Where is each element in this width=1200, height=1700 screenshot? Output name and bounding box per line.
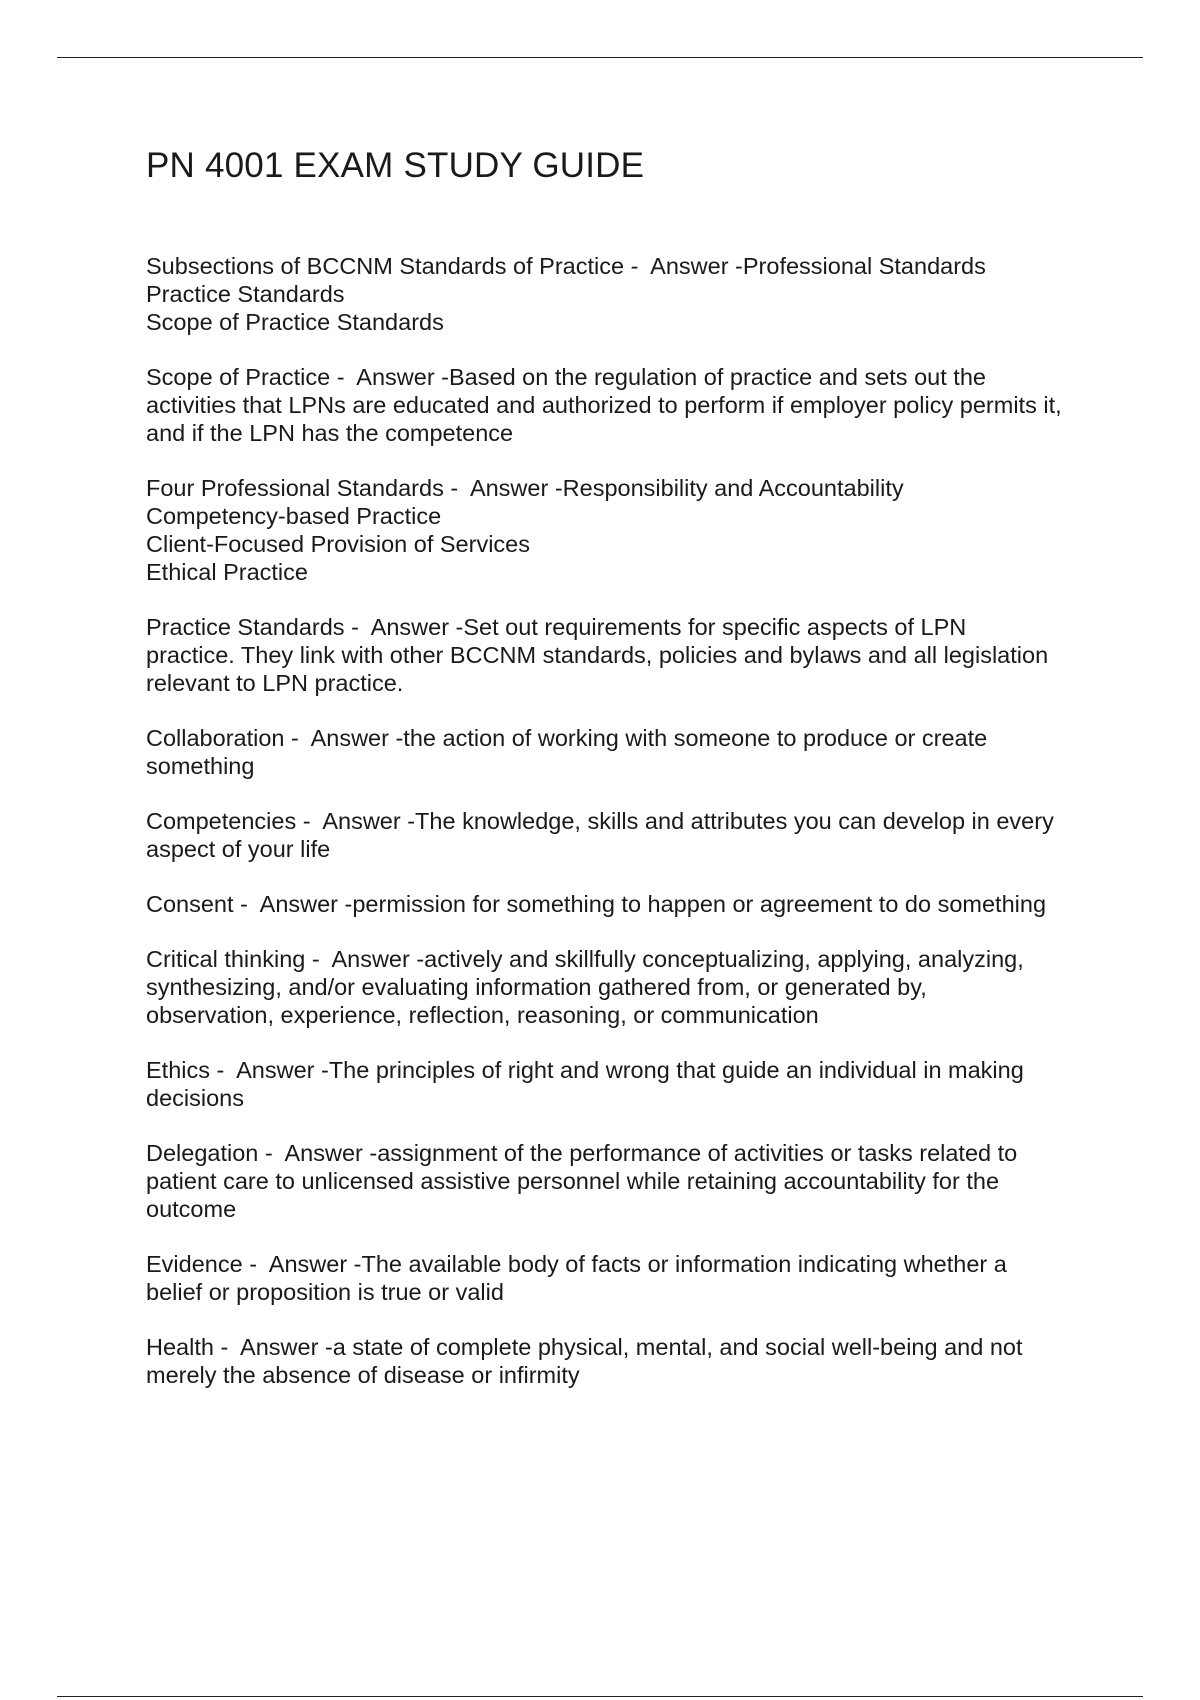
qa-line: Ethical Practice (146, 559, 308, 585)
qa-entry (146, 1250, 1106, 1306)
qa-line: Four Professional Standards - Answer -Responsibility and Accountability (146, 475, 904, 501)
qa-line: relevant to LPN practice. (146, 670, 404, 696)
qa-entry (146, 474, 1106, 586)
qa-entry (146, 252, 1106, 336)
qa-entry (146, 1139, 1106, 1223)
qa-line: Consent - Answer -permission for something to happen or agreement to do something (146, 891, 1047, 917)
qa-line: Scope of Practice - Answer -Based on the regulation of practice and sets out the (146, 364, 986, 390)
qa-entry (146, 807, 1106, 863)
qa-line: synthesizing, and/or evaluating information gathered from, or generated by, (146, 974, 927, 1000)
qa-line: Ethics - Answer -The principles of right and wrong that guide an individual in making (146, 1057, 1024, 1083)
qa-line: outcome (146, 1196, 237, 1222)
qa-entry (146, 945, 1106, 1029)
qa-entry (146, 363, 1106, 447)
qa-entry (146, 890, 1106, 918)
top-divider (57, 57, 1143, 58)
qa-line: activities that LPNs are educated and authorized to perform if employer policy permits it, (146, 392, 1062, 418)
qa-line: aspect of your life (146, 836, 331, 862)
qa-entry (146, 724, 1106, 780)
qa-line: Competency-based Practice (146, 503, 442, 529)
qa-line: belief or proposition is true or valid (146, 1279, 504, 1305)
qa-line: practice. They link with other BCCNM standards, policies and bylaws and all legislation (146, 642, 1049, 668)
qa-entry (146, 1056, 1106, 1112)
qa-line: Subsections of BCCNM Standards of Practice - Answer -Professional Standards (146, 253, 986, 279)
qa-line: Client-Focused Provision of Services (146, 531, 530, 557)
qa-line: Critical thinking - Answer -actively and skillfully conceptualizing, applying, analyzing, (146, 946, 1024, 972)
qa-line: merely the absence of disease or infirmity (146, 1362, 580, 1388)
qa-line: observation, experience, reflection, reasoning, or communication (146, 1002, 819, 1028)
qa-entry (146, 613, 1106, 697)
qa-line: decisions (146, 1085, 244, 1111)
qa-line: Delegation - Answer -assignment of the performance of activities or tasks related to (146, 1140, 1018, 1166)
page-title: PN 4001 EXAM STUDY GUIDE (146, 146, 645, 185)
qa-line: patient care to unlicensed assistive personnel while retaining accountability for the (146, 1168, 1000, 1194)
qa-line: Scope of Practice Standards (146, 309, 444, 335)
qa-line: Practice Standards (146, 281, 345, 307)
bottom-divider (57, 1696, 1143, 1697)
qa-line: Collaboration - Answer -the action of working with someone to produce or create (146, 725, 988, 751)
qa-line: something (146, 753, 255, 779)
qa-line: Health - Answer -a state of complete physical, mental, and social well-being and not (146, 1334, 1023, 1360)
qa-line: Competencies - Answer -The knowledge, skills and attributes you can develop in every (146, 808, 1054, 834)
qa-line: and if the LPN has the competence (146, 420, 514, 446)
document-page (146, 140, 1106, 1416)
qa-line: Evidence - Answer -The available body of facts or information indicating whether a (146, 1251, 1007, 1277)
qa-line: Practice Standards - Answer -Set out requirements for specific aspects of LPN (146, 614, 967, 640)
qa-entry (146, 1333, 1106, 1389)
